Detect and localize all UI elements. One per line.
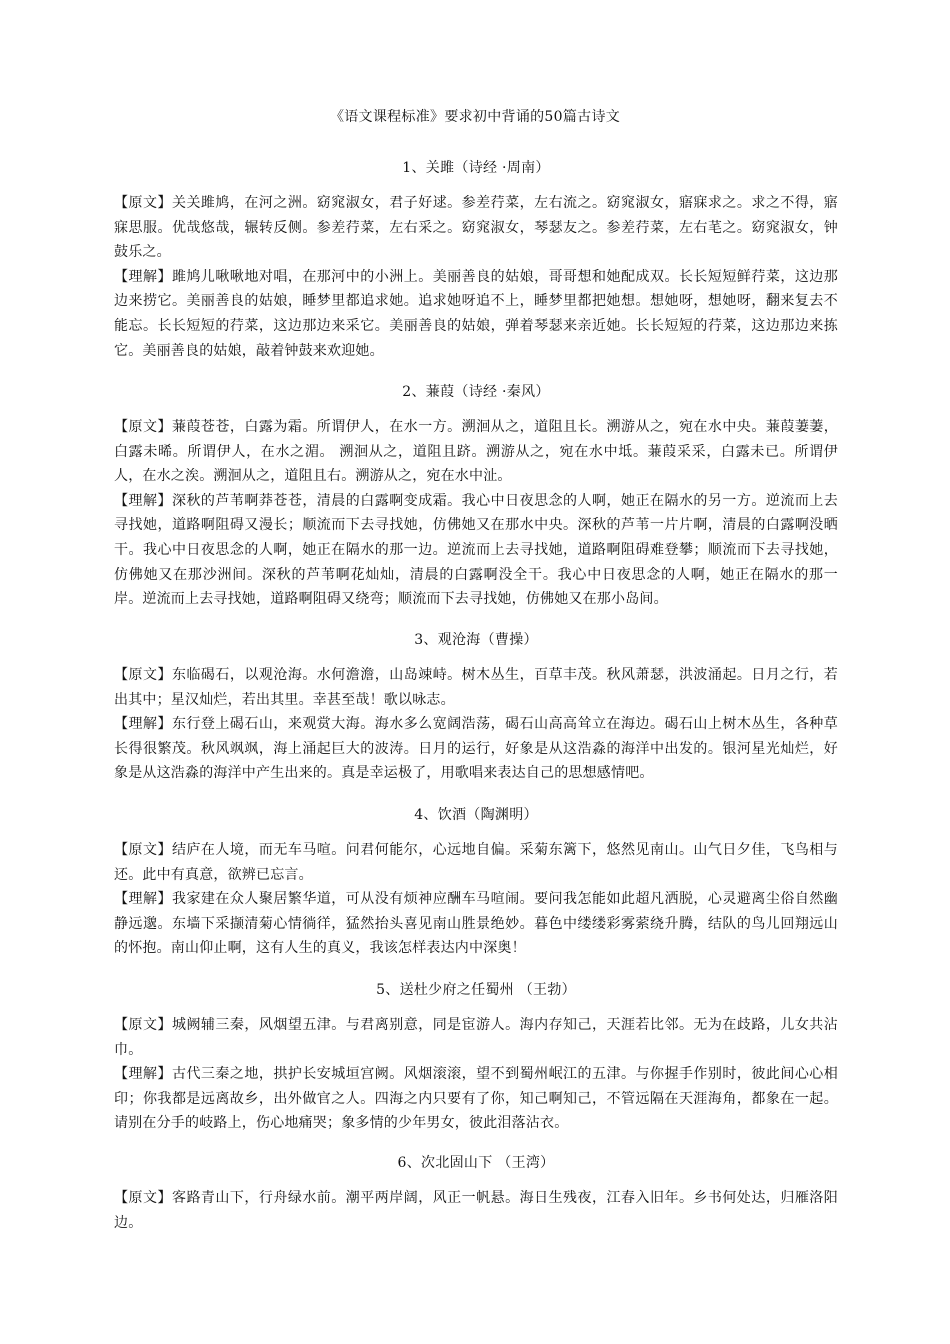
original-text: 客路青山下，行舟绿水前。潮平两岸阔，风正一帆悬。海日生残夜，江春入旧年。乡书何处达，归雁洛阳边。 bbox=[114, 1190, 838, 1231]
understanding-tag: 【理解】 bbox=[114, 716, 172, 733]
understanding-text: 深秋的芦苇啊莽苍苍，清晨的白露啊变成霜。我心中日夜思念的人啊，她正在隔水的另一方。逆流而上去寻找她，道路啊阻碍又漫长；顺流而下去寻找她，仿佛她又在那水中央。深秋的芦苇一片片啊，清晨的白露啊没晒干。我心中日夜思念的人啊，她正在隔水的那一边。逆流而上去寻找她，道路啊阻碍难登攀；顺流而下去寻找她，仿佛她又在那沙洲间。深秋的芦苇啊花灿灿，清晨的白露啊没全干。我心中日夜思念的人啊，她正在隔水的那一岸。逆流而上去寻找她，道路啊阻碍又绕弯；顺流而下去寻找她，仿佛她又在那小岛间。 bbox=[114, 492, 838, 608]
original-tag: 【原文】 bbox=[114, 419, 172, 435]
original-tag: 【原文】 bbox=[114, 667, 172, 683]
understanding-paragraph bbox=[114, 489, 838, 612]
understanding-paragraph bbox=[114, 265, 838, 363]
original-text: 关关雎鸠，在河之洲。窈窕淑女，君子好逑。参差荇菜，左右流之。窈窕淑女，寤寐求之。求之不得，寤寐思服。优哉悠哉，辗转反侧。参差荇菜，左右采之。窈窕淑女，琴瑟友之。参差荇菜，左右芼之。窈窕淑女，钟鼓乐之。 bbox=[114, 195, 838, 261]
poem-heading: 3、观沧海（曹操） bbox=[414, 632, 538, 648]
poem-section bbox=[114, 804, 838, 961]
poem-heading: 4、饮酒（陶渊明） bbox=[414, 807, 538, 823]
original-text-paragraph bbox=[114, 191, 838, 265]
original-text: 东临碣石，以观沧海。水何澹澹，山岛竦峙。树木丛生，百草丰茂。秋风萧瑟，洪波涌起。日月之行，若出其中；星汉灿烂，若出其里。幸甚至哉！歌以咏志。 bbox=[114, 667, 838, 708]
poem-section bbox=[114, 629, 838, 786]
original-text: 蒹葭苍苍，白露为霜。所谓伊人，在水一方。溯洄从之，道阻且长。溯游从之，宛在水中央。蒹葭萋萋，白露未晞。所谓伊人，在水之湄。 溯洄从之，道阻且跻。溯游从之，宛在水中坻。蒹葭采采，白露未已。所谓伊人，在水之涘。溯洄从之，道阻且右。溯游从之，宛在水中沚。 bbox=[114, 419, 838, 485]
document-title: 《语文课程标准》要求初中背诵的50篇古诗文 bbox=[329, 109, 621, 125]
poem-section bbox=[114, 381, 838, 612]
poem-heading: 6、次北固山下 （王湾） bbox=[397, 1155, 555, 1171]
original-tag: 【原文】 bbox=[114, 842, 172, 858]
poem-section bbox=[114, 157, 838, 363]
original-text-paragraph bbox=[114, 1186, 838, 1235]
original-text: 结庐在人境，而无车马喧。问君何能尔，心远地自偏。采菊东篱下，悠然见南山。山气日夕佳，飞鸟相与还。此中有真意，欲辨已忘言。 bbox=[114, 842, 838, 883]
understanding-tag: 【理解】 bbox=[114, 268, 172, 285]
understanding-tag: 【理解】 bbox=[114, 1066, 172, 1083]
poem-section bbox=[114, 979, 838, 1136]
poem-heading: 5、送杜少府之任蜀州 （王勃） bbox=[376, 982, 576, 998]
original-text-paragraph bbox=[114, 663, 838, 712]
original-text-paragraph bbox=[114, 415, 838, 489]
original-text-paragraph bbox=[114, 1013, 838, 1062]
understanding-text: 雎鸠儿啾啾地对唱，在那河中的小洲上。美丽善良的姑娘，哥哥想和她配成双。长长短短鲜荇菜，这边那边来捞它。美丽善良的姑娘，睡梦里都追求她。追求她呀追不上，睡梦里都把她想。想她呀，想她呀，翻来复去不能忘。长长短短的荇菜，这边那边来采它。美丽善良的姑娘，弹着琴瑟来亲近她。长长短短的荇菜，这边那边来拣它。美丽善良的姑娘，敲着钟鼓来欢迎她。 bbox=[114, 268, 838, 359]
understanding-text: 古代三秦之地，拱护长安城垣宫阙。风烟滚滚，望不到蜀州岷江的五津。与你握手作别时，彼此间心心相印；你我都是远离故乡，出外做官之人。四海之内只要有了你，知己啊知己，不管远隔在天涯海角，都象在一起。请别在分手的岐路上，伤心地痛哭；象多情的少年男女，彼此泪落沾衣。 bbox=[114, 1066, 838, 1132]
original-tag: 【原文】 bbox=[114, 195, 172, 211]
understanding-text: 东行登上碣石山，来观赏大海。海水多么宽阔浩荡，碣石山高高耸立在海边。碣石山上树木丛生，各种草长得很繁茂。秋风飒飒，海上涌起巨大的波涛。日月的运行，好象是从这浩淼的海洋中出发的。银河星光灿烂，好象是从这浩淼的海洋中产生出来的。真是幸运极了，用歌唱来表达自己的思想感情吧。 bbox=[114, 716, 838, 782]
understanding-text: 我家建在众人聚居繁华道，可从没有烦神应酬车马喧闹。要问我怎能如此超凡洒脱，心灵避离尘俗自然幽静远邈。东墙下采撷清菊心情徜徉，猛然抬头喜见南山胜景绝妙。暮色中缕缕彩雾萦绕升腾，结队的鸟儿回翔远山的怀抱。南山仰止啊，这有人生的真义，我该怎样表达内中深奥！ bbox=[114, 891, 838, 957]
poem-heading: 2、蒹葭（诗经 ·秦风） bbox=[402, 384, 550, 400]
poem-section bbox=[114, 1152, 838, 1235]
original-text: 城阙辅三秦，风烟望五津。与君离别意，同是宦游人。海内存知己，天涯若比邻。无为在歧路，儿女共沾巾。 bbox=[114, 1017, 838, 1058]
poem-heading: 1、关雎（诗经 ·周南） bbox=[402, 160, 550, 176]
understanding-tag: 【理解】 bbox=[114, 492, 172, 509]
original-tag: 【原文】 bbox=[114, 1017, 172, 1033]
understanding-paragraph bbox=[114, 712, 838, 786]
original-tag: 【原文】 bbox=[114, 1190, 172, 1206]
understanding-tag: 【理解】 bbox=[114, 891, 172, 908]
understanding-paragraph bbox=[114, 887, 838, 961]
original-text-paragraph bbox=[114, 838, 838, 887]
understanding-paragraph bbox=[114, 1062, 838, 1136]
